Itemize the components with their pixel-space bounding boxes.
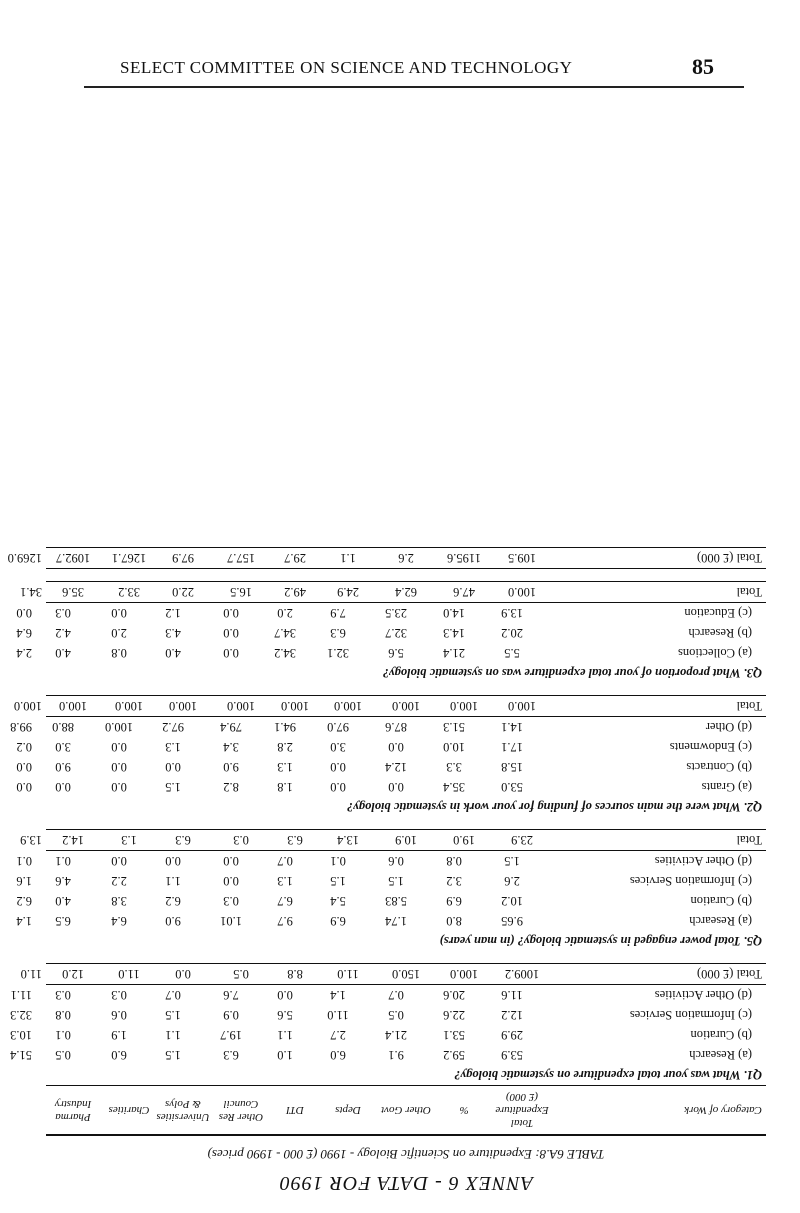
table-cell: 22.6 (443, 1008, 465, 1023)
table-cell: 0.0 (223, 646, 239, 661)
table-cell: 11.0 (337, 967, 359, 982)
committee-title: SELECT COMMITTEE ON SCIENCE AND TECHNOLOGY (120, 58, 573, 77)
table-cell: 34.2 (274, 646, 296, 661)
table-cell: 7.6 (223, 988, 239, 1003)
table-cell: 97.0 (327, 720, 349, 735)
row-label: (b) Curation (690, 894, 752, 909)
table-cell: 19.0 (453, 833, 475, 848)
table-cell: 99.8 (10, 720, 32, 735)
total-row (20, 963, 766, 985)
row-label: Total (£ 000) (696, 551, 762, 566)
table-cell: 1.5 (330, 874, 346, 889)
table-cell: 6.3 (330, 626, 346, 641)
table-cell: 11.0 (327, 1008, 349, 1023)
table-cell: 11.6 (501, 988, 523, 1003)
table-row (16, 603, 766, 623)
table-row (16, 643, 766, 663)
table-cell: 3.8 (111, 894, 127, 909)
table-cell: 14.0 (443, 606, 465, 621)
table-cell: 6.4 (16, 626, 32, 641)
table-cell: 10.9 (395, 833, 417, 848)
table-cell: 14.2 (62, 833, 84, 848)
column-header: Total Expenditure (£ 000) (495, 1091, 549, 1130)
table-cell: 6.3 (287, 833, 303, 848)
table-cell: 100.0 (58, 699, 88, 714)
table-cell: 100.0 (507, 585, 537, 600)
table-cell: 0.0 (388, 780, 404, 795)
table-cell: 2.4 (16, 646, 32, 661)
table-cell: 53.1 (443, 1028, 465, 1043)
table-cell: 34.7 (274, 626, 296, 641)
row-label: (d) Other Activities (654, 988, 752, 1003)
table-cell: 10.2 (501, 894, 523, 909)
table-cell: 6.4 (111, 914, 127, 929)
header-rule (84, 86, 744, 88)
section-heading (46, 1065, 766, 1085)
table-row (16, 737, 766, 757)
table-cell: 100.0 (168, 699, 198, 714)
table-cell: 100.0 (13, 699, 42, 714)
table-cell: 8.8 (287, 967, 303, 982)
table-cell: 21.4 (385, 1028, 407, 1043)
row-label: (a) Research (689, 914, 752, 929)
table-cell: 6.2 (16, 894, 32, 909)
table-cell: 0.1 (55, 1028, 71, 1043)
table-cell: 7.9 (330, 606, 346, 621)
column-header: Other Govt (381, 1104, 431, 1117)
table-cell: 0.6 (111, 1008, 127, 1023)
table-cell: 100.0 (391, 699, 421, 714)
table-cell: 0.5 (55, 1048, 71, 1063)
table-cell: 87.6 (385, 720, 407, 735)
table-cell: 0.7 (277, 854, 293, 869)
table-cell: 0.3 (111, 988, 127, 1003)
table-cell: 1269.0 (7, 551, 42, 566)
table-cell: 0.0 (175, 967, 191, 982)
table-cell: 1.5 (165, 1008, 181, 1023)
table-cell: 6.0 (111, 1048, 127, 1063)
section-gap (46, 817, 766, 829)
table-row (16, 891, 766, 911)
row-label: Q3. What proportion of your total expenditure was on systematic biology? (382, 666, 762, 681)
table-cell: 3.3 (446, 760, 462, 775)
table-cell: 0.0 (111, 606, 127, 621)
table-cell: 2.0 (111, 626, 127, 641)
row-label: (c) Endowments (669, 740, 752, 755)
table-cell: 19.7 (220, 1028, 242, 1043)
table-cell: 9.0 (55, 760, 71, 775)
table-cell: 97.2 (162, 720, 184, 735)
table-caption: TABLE 6A.8: Expenditure on Scientific Biology - 1990 (£ 000 - 1990 prices) (207, 1147, 605, 1162)
table-cell: 5.6 (388, 646, 404, 661)
table-cell: 1.1 (277, 1028, 293, 1043)
table-cell: 109.5 (507, 551, 537, 566)
table-cell: 22.0 (172, 585, 194, 600)
table-cell: 16.5 (230, 585, 252, 600)
table-cell: 1.9 (111, 1028, 127, 1043)
table-cell: 2.8 (277, 740, 293, 755)
column-header: Other Res Council (218, 1098, 264, 1123)
table-cell: 2.7 (330, 1028, 346, 1043)
table-row (16, 623, 766, 643)
column-header: Pharma Industry (54, 1098, 92, 1123)
table-cell: 33.2 (118, 585, 140, 600)
table-cell: 1.5 (388, 874, 404, 889)
table-cell: 0.1 (16, 854, 32, 869)
table-cell: 1.4 (330, 988, 346, 1003)
table-cell: 0.0 (223, 874, 239, 889)
table-cell: 0.6 (388, 854, 404, 869)
table-cell: 20.6 (443, 988, 465, 1003)
table-cell: 94.1 (274, 720, 296, 735)
table-cell: 0.0 (16, 780, 32, 795)
table-cell: 9.65 (501, 914, 523, 929)
table-row (10, 1045, 766, 1065)
table-cell: 100.0 (449, 967, 479, 982)
row-label: (a) Collections (678, 646, 752, 661)
table-cell: 0.1 (55, 854, 71, 869)
table-cell: 1195.6 (447, 551, 481, 566)
table-cell: 0.0 (165, 854, 181, 869)
table-cell: 12.2 (501, 1008, 523, 1023)
table-cell: 8.2 (223, 780, 239, 795)
table-cell: 35.6 (62, 585, 84, 600)
table-cell: 13.9 (20, 833, 42, 848)
table-cell: 100.0 (104, 720, 134, 735)
total-row (13, 695, 766, 717)
table-cell: 88.0 (52, 720, 74, 735)
table-cell: 0.8 (55, 1008, 71, 1023)
table-cell: 62.4 (395, 585, 417, 600)
table-cell: 2.0 (277, 606, 293, 621)
section-title: Q1. What was your total expenditure on systematic biology? (454, 1068, 762, 1083)
table-cell: 0.5 (388, 1008, 404, 1023)
table-cell: 1.1 (165, 874, 181, 889)
table-cell: 53.0 (501, 780, 523, 795)
column-header: Depts (335, 1104, 361, 1117)
row-label: Q2. What were the main sources of funding for your work in systematic biology? (346, 800, 762, 815)
row-label: (b) Contracts (686, 760, 752, 775)
table-cell: 0.0 (223, 854, 239, 869)
table-cell: 2.6 (504, 874, 520, 889)
rotated-page-content (7, 96, 766, 1196)
table-cell: 0.0 (330, 780, 346, 795)
table-cell: 1.5 (165, 1048, 181, 1063)
table-cell: 0.0 (223, 626, 239, 641)
table-cell: 5.83 (385, 894, 407, 909)
table-cell: 150.0 (391, 967, 421, 982)
section-gap (46, 951, 766, 963)
column-header: % (459, 1104, 469, 1117)
table-cell: 0.7 (388, 988, 404, 1003)
table-cell: 1.1 (165, 1028, 181, 1043)
table-cell: 1.3 (277, 760, 293, 775)
table-cell: 17.1 (501, 740, 523, 755)
table-cell: 1092.7 (55, 551, 91, 566)
table-cell: 12.0 (62, 967, 84, 982)
section-heading (46, 797, 766, 817)
table-cell: 6.5 (55, 914, 71, 929)
table-cell: 32.7 (385, 626, 407, 641)
table-cell: 0.0 (111, 740, 127, 755)
table-cell: 4.6 (55, 874, 71, 889)
table-cell: 0.0 (330, 760, 346, 775)
table-cell: 0.0 (16, 760, 32, 775)
row-label: (a) Grants (701, 780, 752, 795)
table-cell: 11.0 (20, 967, 42, 982)
table-body (7, 547, 766, 1085)
table-cell: 9.0 (165, 914, 181, 929)
table-cell: 157.7 (226, 551, 256, 566)
row-label: Q5. Total power engaged in systematic biology? (in man years) (439, 934, 762, 949)
table-cell: 21.4 (443, 646, 465, 661)
table-cell: 79.4 (220, 720, 242, 735)
table-cell: 1.5 (504, 854, 520, 869)
table-cell: 6.3 (223, 1048, 239, 1063)
table-cell: 49.2 (284, 585, 306, 600)
table-cell: 1.0 (277, 1048, 293, 1063)
table-cell: 1.1 (340, 551, 356, 566)
section-gap (46, 569, 766, 581)
row-label: (d) Other Activities (654, 854, 752, 869)
table-row (16, 777, 766, 797)
table-cell: 1.3 (165, 740, 181, 755)
table-cell: 100.0 (333, 699, 363, 714)
table-cell: 1.74 (385, 914, 407, 929)
row-label: (b) Curation (690, 1028, 752, 1043)
column-header: Category of Work (684, 1104, 762, 1117)
table-cell: 0.3 (223, 894, 239, 909)
table-cell: 1.01 (220, 914, 242, 929)
table-cell: 6.9 (330, 914, 346, 929)
table-cell: 29.7 (284, 551, 306, 566)
table-cell: 47.6 (453, 585, 475, 600)
row-label: (c) Education (684, 606, 752, 621)
row-label: (d) Other (705, 720, 752, 735)
table-cell: 1.6 (16, 874, 32, 889)
section-heading (46, 931, 766, 951)
table-cell: 24.9 (337, 585, 359, 600)
table-cell: 6.7 (277, 894, 293, 909)
table-cell: 3.0 (330, 740, 346, 755)
table-cell: 1.3 (121, 833, 137, 848)
table-cell: 11.0 (118, 967, 140, 982)
table-cell: 1.5 (165, 780, 181, 795)
row-label: (a) Research (689, 1048, 752, 1063)
table-cell: 51.4 (10, 1048, 32, 1063)
table-row (16, 871, 766, 891)
table-cell: 4.0 (165, 646, 181, 661)
table-cell: 15.8 (501, 760, 523, 775)
table-cell: 1009.2 (504, 967, 540, 982)
table-row (16, 851, 766, 871)
table-cell: 6.2 (165, 894, 181, 909)
table-cell: 13.4 (337, 833, 359, 848)
table-cell: 0.8 (446, 854, 462, 869)
table-cell: 14.1 (501, 720, 523, 735)
total-row (20, 829, 766, 851)
table-cell: 9.1 (388, 1048, 404, 1063)
table-row (16, 911, 766, 931)
table-cell: 0.8 (111, 646, 127, 661)
data-table (7, 547, 766, 1136)
table-cell: 6.9 (446, 894, 462, 909)
table-cell: 10.3 (10, 1028, 32, 1043)
table-cell: 1.8 (277, 780, 293, 795)
table-cell: 2.2 (111, 874, 127, 889)
table-cell: 20.2 (501, 626, 523, 641)
row-label: (c) Information Services (629, 1008, 752, 1023)
table-cell: 0.3 (55, 988, 71, 1003)
row-label: Total (£ 000) (696, 967, 762, 982)
table-cell: 0.0 (223, 606, 239, 621)
column-header: Universities & Polys (156, 1098, 210, 1123)
table-cell: 5.5 (504, 646, 520, 661)
table-cell: 0.0 (111, 854, 127, 869)
table-cell: 5.6 (277, 1008, 293, 1023)
table-cell: 100.0 (507, 699, 537, 714)
table-cell: 0.0 (55, 780, 71, 795)
annex-title: ANNEX 6 - DATA FOR 1990 (278, 1172, 534, 1194)
table-cell: 0.2 (16, 740, 32, 755)
page-number: 85 (692, 54, 714, 79)
table-cell: 2.6 (398, 551, 414, 566)
table-row (10, 985, 766, 1005)
table-cell: 97.9 (172, 551, 194, 566)
table-cell: 23.5 (385, 606, 407, 621)
table-cell: 0.0 (165, 760, 181, 775)
table-cell: 8.0 (446, 914, 462, 929)
table-cell: 10.0 (443, 740, 465, 755)
total-row (20, 581, 766, 603)
row-label: Total (736, 833, 762, 848)
table-cell: 0.3 (55, 606, 71, 621)
table-cell: 51.3 (443, 720, 465, 735)
table-cell: 34.1 (20, 585, 42, 600)
table-cell: 35.4 (443, 780, 465, 795)
column-header: Charities (108, 1104, 150, 1117)
table-cell: 0.7 (165, 988, 181, 1003)
row-label: Total (736, 699, 762, 714)
table-cell: 100.0 (226, 699, 256, 714)
table-cell: 0.9 (223, 1008, 239, 1023)
table-cell: 14.3 (443, 626, 465, 641)
table-cell: 0.5 (233, 967, 249, 982)
table-cell: 3.0 (55, 740, 71, 755)
table-row (10, 717, 766, 737)
table-cell: 0.0 (111, 780, 127, 795)
section-heading (46, 663, 766, 683)
table-cell: 32.3 (10, 1008, 32, 1023)
table-cell: 6.3 (175, 833, 191, 848)
table-cell: 1.3 (277, 874, 293, 889)
table-cell: 100.0 (449, 699, 479, 714)
page-header (0, 52, 800, 88)
table-cell: 100.0 (114, 699, 144, 714)
table-cell: 3.4 (223, 740, 239, 755)
table-cell: 11.1 (10, 988, 32, 1003)
table-cell: 0.1 (330, 854, 346, 869)
table-cell: 23.9 (511, 833, 533, 848)
table-cell: 1267.1 (111, 551, 147, 566)
table-cell: 0.0 (16, 606, 32, 621)
table-cell: 59.2 (443, 1048, 465, 1063)
row-label: (b) Research (688, 626, 752, 641)
table-cell: 0.0 (111, 760, 127, 775)
table-cell: 1.2 (165, 606, 181, 621)
table-row (16, 757, 766, 777)
table-cell: 4.0 (55, 646, 71, 661)
table-header (46, 1085, 766, 1136)
row-label: Total (736, 585, 762, 600)
table-cell: 9.0 (223, 760, 239, 775)
table-cell: 5.4 (330, 894, 346, 909)
column-header: DTI (286, 1104, 304, 1117)
table-cell: 0.3 (233, 833, 249, 848)
table-row (10, 1005, 766, 1025)
table-cell: 13.9 (501, 606, 523, 621)
table-cell: 9.7 (277, 914, 293, 929)
table-row (10, 1025, 766, 1045)
section-gap (46, 683, 766, 695)
table-cell: 4.0 (55, 894, 71, 909)
table-cell: 3.2 (446, 874, 462, 889)
table-cell: 4.3 (165, 626, 181, 641)
table-cell: 53.9 (501, 1048, 523, 1063)
table-cell: 29.9 (501, 1028, 523, 1043)
table-cell: 12.4 (385, 760, 407, 775)
table-cell: 100.0 (280, 699, 310, 714)
table-cell: 4.2 (55, 626, 71, 641)
table-cell: 0.0 (388, 740, 404, 755)
table-cell: 6.0 (330, 1048, 346, 1063)
row-label: (c) Information Services (629, 874, 752, 889)
table-cell: 1.4 (16, 914, 32, 929)
table-cell: 0.0 (277, 988, 293, 1003)
table-cell: 32.1 (327, 646, 349, 661)
total-row (7, 547, 766, 569)
